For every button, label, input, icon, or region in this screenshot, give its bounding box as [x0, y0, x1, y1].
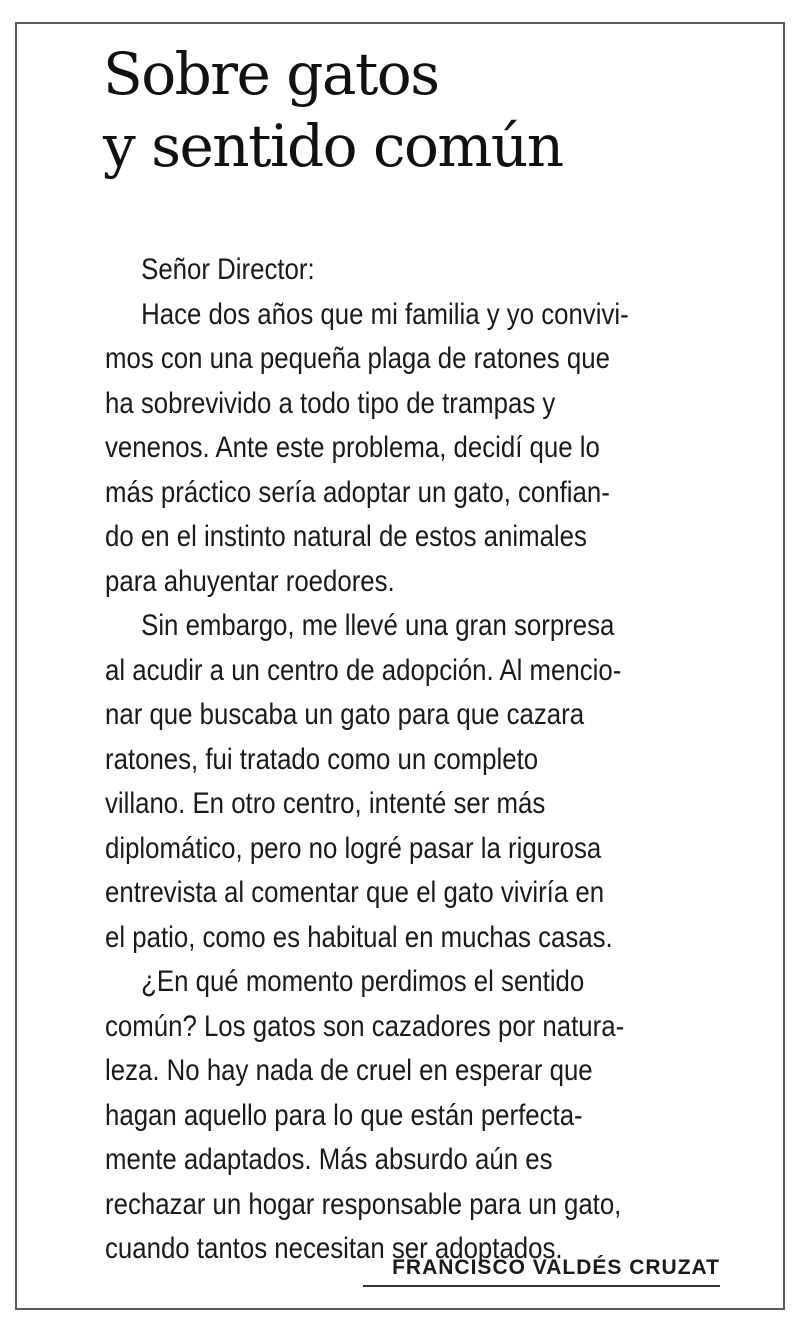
body-line: mos con una pequeña plaga de ratones que: [105, 342, 610, 375]
title-line-1: Sobre gatos: [103, 40, 439, 108]
body-line: entrevista al comentar que el gato viviría en: [105, 876, 605, 909]
body-line: leza. No hay nada de cruel en esperar que: [105, 1054, 593, 1087]
body-line: ha sobrevivido a todo tipo de trampas y: [105, 386, 556, 420]
body-line: hagan aquello para lo que están perfecta-: [105, 1098, 583, 1132]
body-line: común? Los gatos son cazadores por natura-: [105, 1009, 625, 1043]
body-line: cuando tantos necesitan ser adoptados.: [105, 1232, 563, 1265]
body-line: Sin embargo, me llevé una gran sorpresa: [141, 609, 615, 642]
body-line: rechazar un hogar responsable para un gato,: [105, 1187, 622, 1221]
article-title: [103, 38, 563, 182]
body-line: para ahuyentar roedores.: [105, 564, 395, 598]
body-line: nar que buscaba un gato para que cazara: [105, 698, 585, 731]
body-line: Hace dos años que mi familia y yo convivi-: [141, 297, 629, 331]
letter-body: [105, 248, 638, 1272]
title-line-2: y sentido común: [103, 112, 563, 180]
body-line: ¿En qué momento perdimos el sentido: [141, 965, 585, 998]
body-line: ratones, fui tratado como un completo: [105, 742, 539, 776]
body-line: al acudir a un centro de adopción. Al mencio-: [105, 653, 622, 687]
body-line: más práctico sería adoptar un gato, confian-: [105, 475, 610, 509]
signature-underline: [363, 1285, 720, 1287]
body-line: do en el instinto natural de estos animales: [105, 520, 587, 553]
body-line: diplomático, pero no logré pasar la rigurosa: [105, 831, 602, 865]
body-line: venenos. Ante este problema, decidí que lo: [105, 431, 600, 464]
author-signature: FRANCISCO VALDÉS CRUZAT: [392, 1256, 720, 1279]
salutation: Señor Director:: [141, 253, 315, 286]
body-line: mente adaptados. Más absurdo aún es: [105, 1143, 553, 1176]
body-line: el patio, como es habitual en muchas casas.: [105, 920, 613, 954]
body-line: villano. En otro centro, intenté ser más: [105, 787, 546, 820]
